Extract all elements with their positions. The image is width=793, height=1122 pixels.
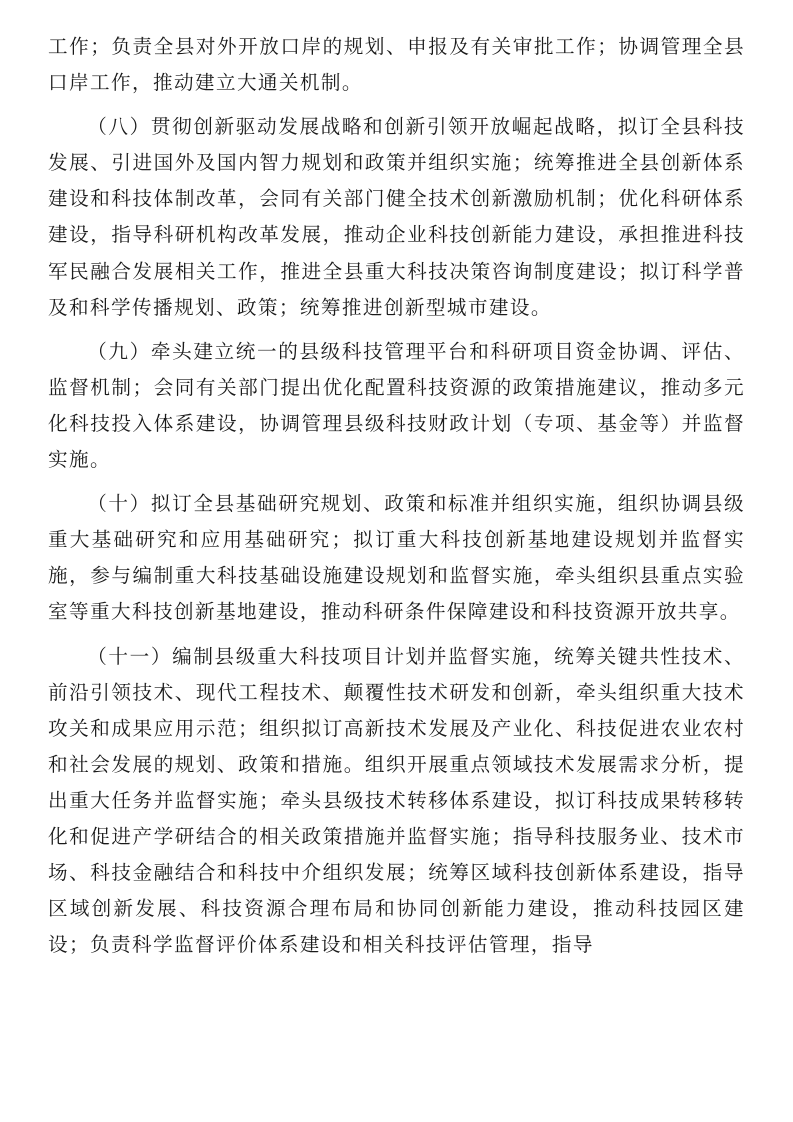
paragraph-item-11: （十一）编制县级重大科技项目计划并监督实施，统筹关键共性技术、前沿引领技术、现代工程技术、颠覆性技术研发和创新，牵头组织重大技术攻关和成果应用示范；组织拟订高新技术发展及产业化、科技促进农业农村和社会发展的规划、政策和措施。组织开展重点领域技术发展需求分析，提出重大任务并监督实施；牵头县级技术转移体系建设，拟订科技成果转移转化和促进产学研结合的相关政策措施并监督实施；指导科技服务业、技术市场、科技金融结合和科技中介组织发展；统筹区域科技创新体系建设，指导区域创新发展、科技资源合理布局和协同创新能力建设，推动科技园区建设；负责科学监督评价体系建设和相关科技评估管理，指导	[48, 644, 745, 957]
paragraph-continuation: 工作；负责全县对外开放口岸的规划、申报及有关审批工作；协调管理全县口岸工作，推动建立大通关机制。	[48, 35, 745, 95]
document-body	[48, 29, 745, 963]
paragraph-item-8: （八）贯彻创新驱动发展战略和创新引领开放崛起战略，拟订全县科技发展、引进国外及国内智力规划和政策并组织实施；统筹推进全县创新体系建设和科技体制改革，会同有关部门健全技术创新激励机制；优化科研体系建设，指导科研机构改革发展，推动企业科技创新能力建设，承担推进科技军民融合发展相关工作，推进全县重大科技决策咨询制度建设；拟订科学普及和科学传播规划、政策；统筹推进创新型城市建设。	[48, 115, 745, 319]
paragraph-item-9: （九）牵头建立统一的县级科技管理平台和科研项目资金协调、评估、监督机制；会同有关部门提出优化配置科技资源的政策措施建议，推动多元化科技投入体系建设，协调管理县级科技财政计划（专项、基金等）并监督实施。	[48, 339, 745, 472]
paragraph-item-10: （十）拟订全县基础研究规划、政策和标准并组织实施，组织协调县级重大基础研究和应用基础研究；拟订重大科技创新基地建设规划并监督实施，参与编制重大科技基础设施建设规划和监督实施，牵头组织县重点实验室等重大科技创新基地建设，推动科研条件保障建设和科技资源开放共享。	[48, 492, 745, 624]
